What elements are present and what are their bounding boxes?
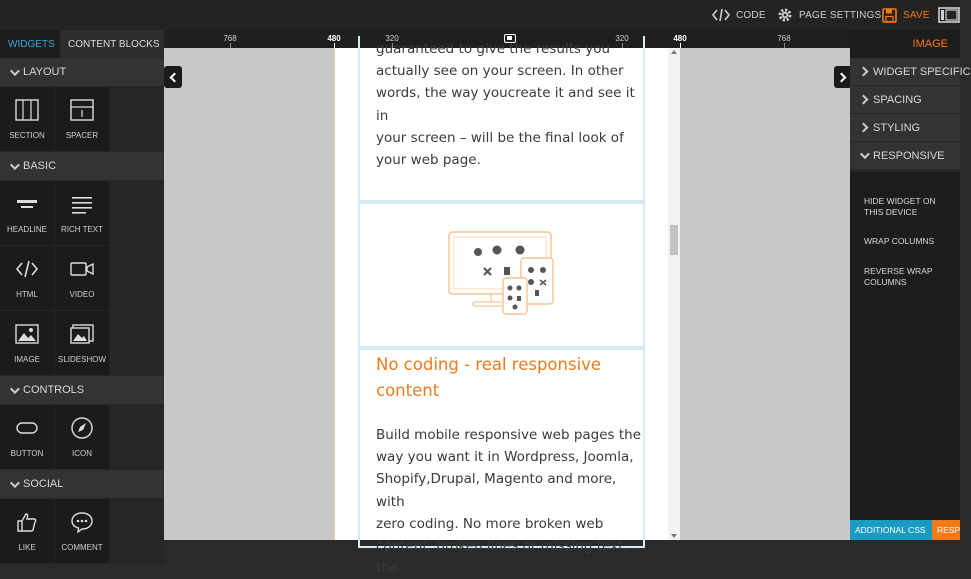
widget-label: VIDEO — [69, 290, 95, 299]
widget-video[interactable] — [55, 246, 109, 310]
comment-bubble-icon — [69, 511, 95, 533]
chevron-right-icon — [859, 95, 869, 105]
page-preview[interactable] — [334, 41, 680, 577]
chevron-down-icon — [10, 160, 20, 170]
spacer-icon — [69, 99, 95, 121]
accordion-widget-specific[interactable] — [850, 58, 971, 86]
chevron-right-icon — [859, 67, 869, 77]
ruler-tick[interactable]: 480 — [673, 34, 687, 43]
widget-slideshow[interactable] — [55, 311, 109, 375]
section-title: LAYOUT — [23, 66, 67, 78]
widget-label: BUTTON — [10, 449, 44, 458]
hide-widget-option[interactable]: HIDE WIDGET ON THIS DEVICE — [864, 196, 936, 217]
page-settings-label: PAGE SETTINGS — [799, 9, 882, 21]
code-button[interactable] — [712, 0, 766, 30]
widget-label: ICON — [72, 449, 92, 458]
accordion-label: RESPONSIVE — [873, 149, 945, 162]
ruler-tick[interactable]: 480 — [327, 34, 341, 43]
chevron-left-icon — [170, 72, 180, 82]
panel-title: IMAGE — [850, 30, 960, 58]
paragraph-line: Shopify,Drupal, Magento and more, with — [376, 471, 617, 510]
paragraph-line: Build mobile responsive web pages the — [376, 427, 642, 443]
thumbs-up-icon — [14, 511, 40, 533]
rocket-icon — [69, 417, 95, 439]
code-label: CODE — [736, 9, 766, 21]
section-header-basic[interactable] — [0, 152, 164, 180]
preview-toggle-button[interactable] — [938, 0, 960, 30]
chevron-right-icon — [837, 72, 847, 82]
widget-grid-controls — [0, 404, 164, 470]
headline-icon — [14, 193, 40, 215]
editor-canvas — [164, 30, 850, 577]
image-block[interactable] — [358, 202, 645, 348]
gear-icon — [777, 7, 793, 23]
wrap-columns-option[interactable]: WRAP COLUMNS — [864, 236, 935, 246]
section-header-layout[interactable] — [0, 58, 164, 86]
rich-text-icon — [69, 193, 95, 215]
chevron-down-icon — [10, 66, 20, 76]
widget-headline[interactable] — [0, 181, 54, 245]
widget-icon[interactable] — [55, 405, 109, 469]
image-icon — [14, 323, 40, 345]
section-title: CONTROLS — [23, 384, 85, 396]
ruler-tick[interactable]: 320 — [615, 34, 629, 43]
widget-spacer[interactable] — [55, 87, 109, 151]
ruler-mark — [230, 43, 231, 48]
scroll-thumb[interactable] — [670, 225, 678, 255]
widget-button[interactable] — [0, 405, 54, 469]
widget-image[interactable] — [0, 311, 54, 375]
responsive-css-button[interactable]: RESP — [932, 520, 960, 540]
rich-text-block[interactable] — [358, 348, 645, 577]
save-label: SAVE — [903, 9, 930, 21]
widget-html[interactable] — [0, 246, 54, 310]
widget-grid-layout — [0, 86, 164, 152]
paragraph-line: your screen – will be the final look of — [376, 129, 624, 146]
scroll-down-arrow[interactable] — [671, 534, 677, 538]
panel-tabs — [0, 30, 164, 58]
properties-panel — [850, 30, 971, 540]
accordion-styling[interactable] — [850, 114, 960, 142]
tab-widgets[interactable]: WIDGETS — [0, 30, 60, 58]
widget-label: HEADLINE — [6, 225, 47, 234]
chevron-down-icon — [10, 478, 20, 488]
page-settings-button[interactable] — [777, 0, 881, 30]
widget-label: SPACER — [65, 131, 99, 140]
widget-label: COMMENT — [61, 543, 103, 552]
ruler-tick[interactable]: 768 — [777, 34, 791, 43]
section-icon — [14, 99, 40, 121]
widget-rich-text[interactable] — [55, 181, 109, 245]
responsive-options — [850, 172, 960, 520]
floppy-disk-icon — [882, 8, 897, 23]
widget-like[interactable] — [0, 499, 54, 563]
paragraph-line: your web page. — [376, 152, 481, 169]
chevron-down-icon — [10, 384, 20, 394]
html-code-icon — [14, 258, 40, 280]
top-toolbar — [0, 0, 960, 30]
paragraph-line: words, the way youcreate it and see it in — [376, 85, 635, 124]
slideshow-icon — [69, 323, 95, 345]
widget-label: RICH TEXT — [60, 225, 104, 234]
accordion-label: WIDGET SPECIFIC — [873, 65, 971, 78]
additional-css-button[interactable]: ADDITIONAL CSS — [850, 520, 932, 540]
widgets-panel — [0, 30, 164, 552]
widget-grid-basic — [0, 180, 164, 376]
film-strip-icon — [938, 7, 960, 23]
responsive-devices-illustration — [447, 230, 557, 321]
widget-label: IMAGE — [14, 355, 40, 364]
paragraph-line: guaranteed to give the results you — [376, 41, 611, 57]
ruler-tick[interactable]: 320 — [385, 34, 399, 43]
widget-comment[interactable] — [55, 499, 109, 563]
save-button[interactable] — [882, 0, 930, 30]
code-icon — [712, 8, 730, 22]
paragraph-line: zero coding. No more broken web — [376, 515, 604, 532]
rich-text-block[interactable] — [358, 36, 645, 202]
page-scrollbar[interactable] — [668, 48, 680, 540]
ruler-mark — [784, 43, 785, 48]
ruler-tick[interactable]: 768 — [223, 34, 237, 43]
reverse-wrap-columns-option[interactable]: REVERSE WRAP COLUMNS — [864, 266, 933, 287]
widget-label: LIKE — [18, 543, 36, 552]
scroll-up-arrow[interactable] — [671, 50, 677, 54]
paragraph-line: way you want it in Wordpress, Joomla, — [376, 449, 634, 466]
section-title: BASIC — [23, 160, 57, 172]
widget-label: SECTION — [9, 131, 45, 140]
paragraph-line: actually see on your screen. In other — [376, 63, 624, 80]
section-heading-line: No coding - real responsive — [376, 355, 602, 374]
video-camera-icon — [69, 258, 95, 280]
widget-grid-social — [0, 498, 164, 564]
section-title: SOCIAL — [23, 478, 64, 490]
button-icon — [14, 417, 40, 439]
widget-label: SLIDESHOW — [57, 355, 106, 364]
widget-section[interactable] — [0, 87, 54, 151]
section-heading-line: content — [376, 381, 440, 400]
paragraph-line: content, broken lines or missing text, the — [376, 538, 628, 577]
tab-content-blocks[interactable]: CONTENT BLOCKS — [60, 30, 164, 58]
chevron-right-icon — [859, 123, 869, 133]
section-header-social[interactable] — [0, 470, 164, 498]
accordion-label: SPACING — [873, 93, 922, 106]
ruler-mark — [680, 43, 681, 48]
accordion-responsive[interactable] — [850, 142, 960, 170]
accordion-spacing[interactable] — [850, 86, 960, 114]
widget-label: HTML — [16, 290, 38, 299]
chevron-down-icon — [860, 149, 870, 159]
section-header-controls[interactable] — [0, 376, 164, 404]
collapse-left-panel-button[interactable] — [164, 66, 182, 88]
accordion-label: STYLING — [873, 121, 921, 134]
